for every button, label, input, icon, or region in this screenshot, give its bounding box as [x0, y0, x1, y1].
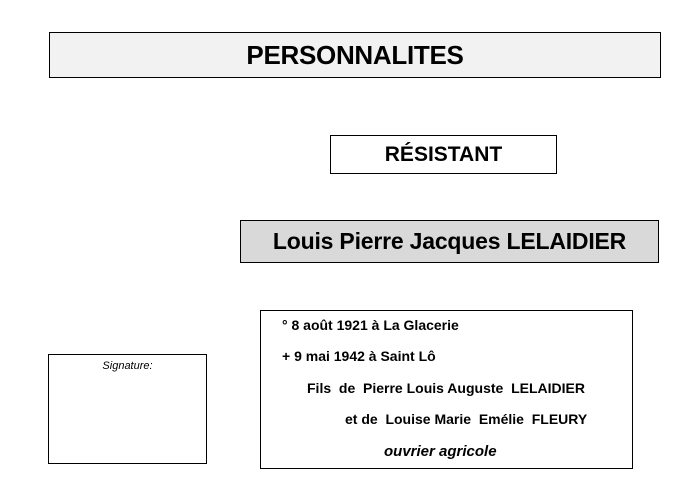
death-line: + 9 mai 1942 à Saint Lô — [282, 348, 436, 364]
person-name-banner — [240, 220, 659, 263]
person-name: Louis Pierre Jacques LELAIDIER — [272, 228, 627, 254]
biography-details — [260, 310, 633, 469]
role-banner — [330, 135, 557, 174]
mother-line: et de Louise Marie Emélie FLEURY — [345, 411, 588, 427]
birth-line: ° 8 août 1921 à La Glacerie — [282, 317, 459, 333]
signature-label: Signature: — [102, 360, 153, 372]
signature-box — [48, 354, 207, 464]
page-title: PERSONNALITES — [246, 39, 464, 70]
header-banner — [49, 32, 661, 78]
occupation-line: ouvrier agricole — [384, 443, 497, 460]
role-title: RÉSISTANT — [384, 142, 503, 166]
father-line: Fils de Pierre Louis Auguste LELAIDIER — [307, 380, 585, 396]
